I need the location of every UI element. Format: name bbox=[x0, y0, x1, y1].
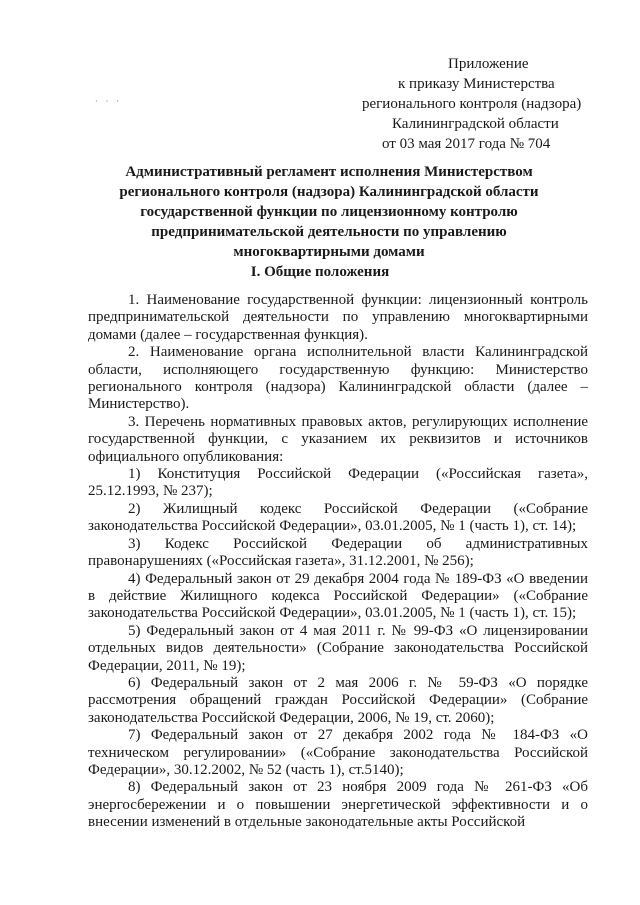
appendix-line: регионального контроля (надзора) bbox=[362, 96, 582, 112]
appendix-line: Калининградской области bbox=[392, 116, 559, 132]
appendix-line: Приложение bbox=[448, 56, 529, 72]
paragraph: 3. Перечень нормативных правовых актов, регулирующих исполнение государственной функции, с указанием их реквизитов и источников официального опубликования: bbox=[88, 413, 588, 465]
list-item: 2) Жилищный кодекс Российской Федерации («Собрание законодательства Российской Федерации», 03.01.2005, № 1 (часть 1), ст. 14); bbox=[88, 500, 588, 535]
list-item: 8) Федеральный закон от 23 ноября 2009 года № 261-ФЗ «Об энергосбережении и о повышении энергетической эффективности и о внесении изменений в отдельные законодательные акты Российской bbox=[88, 779, 588, 831]
list-item: 1) Конституция Российской Федерации («Российская газета», 25.12.1993, № 237); bbox=[88, 466, 588, 500]
list-item: 3) Кодекс Российской Федерации об административных правонарушениях («Российская газета», 31.12.2001, № 256); bbox=[88, 535, 588, 570]
list-item: 7) Федеральный закон от 27 декабря 2002 года № 184-ФЗ «О техническом регулировании» («Собрание законодательства Российской Федерации», 30.12.2002, № 52 (часть 1), ст.5140); bbox=[88, 727, 588, 778]
paragraph: 2. Наименование органа исполнительной власти Калининградской области, исполняющего государственную функцию: Министерство регионального контроля (надзора) Калининградской области (далее – Министерство). bbox=[88, 344, 588, 413]
list-item: 6) Федеральный закон от 2 мая 2006 г. № 59-ФЗ «О порядке рассмотрения обращений граждан Российской Федерации» (Собрание законодательства Российской Федерации, 2006, № 19, ст. 2060); bbox=[88, 674, 588, 726]
paragraph: 1. Наименование государственной функции: лицензионный контроль предпринимательской деятельности по управлению многоквартирными домами (далее – государственная функция). bbox=[88, 292, 588, 343]
section-heading: I. Общие положения bbox=[250, 264, 390, 280]
list-item: 4) Федеральный закон от 29 декабря 2004 года № 189-ФЗ «О введении в действие Жилищного кодекса Российской Федерации» («Собрание законодательства Российской Федерации», 03.01.2005, № 1 (часть 1), ст. 15); bbox=[88, 570, 588, 622]
appendix-block bbox=[360, 54, 600, 154]
appendix-line: к приказу Министерства bbox=[398, 76, 555, 92]
appendix-line: от 03 мая 2017 года № 704 bbox=[382, 136, 551, 152]
document-title: Административный регламент исполнения Министерством регионального контроля (надзора) Калининградской области государственной функции по лицензионному контролю предпринимательской деятельности по управлению многоквартирными домами bbox=[119, 164, 539, 260]
scan-artifact: · · · bbox=[95, 97, 122, 106]
document-body bbox=[88, 292, 588, 832]
list-item: 5) Федеральный закон от 4 мая 2011 г. № 99-ФЗ «О лицензировании отдельных видов деятельности» (Собрание законодательства Российской Федерации, 2011, № 19); bbox=[88, 622, 588, 674]
